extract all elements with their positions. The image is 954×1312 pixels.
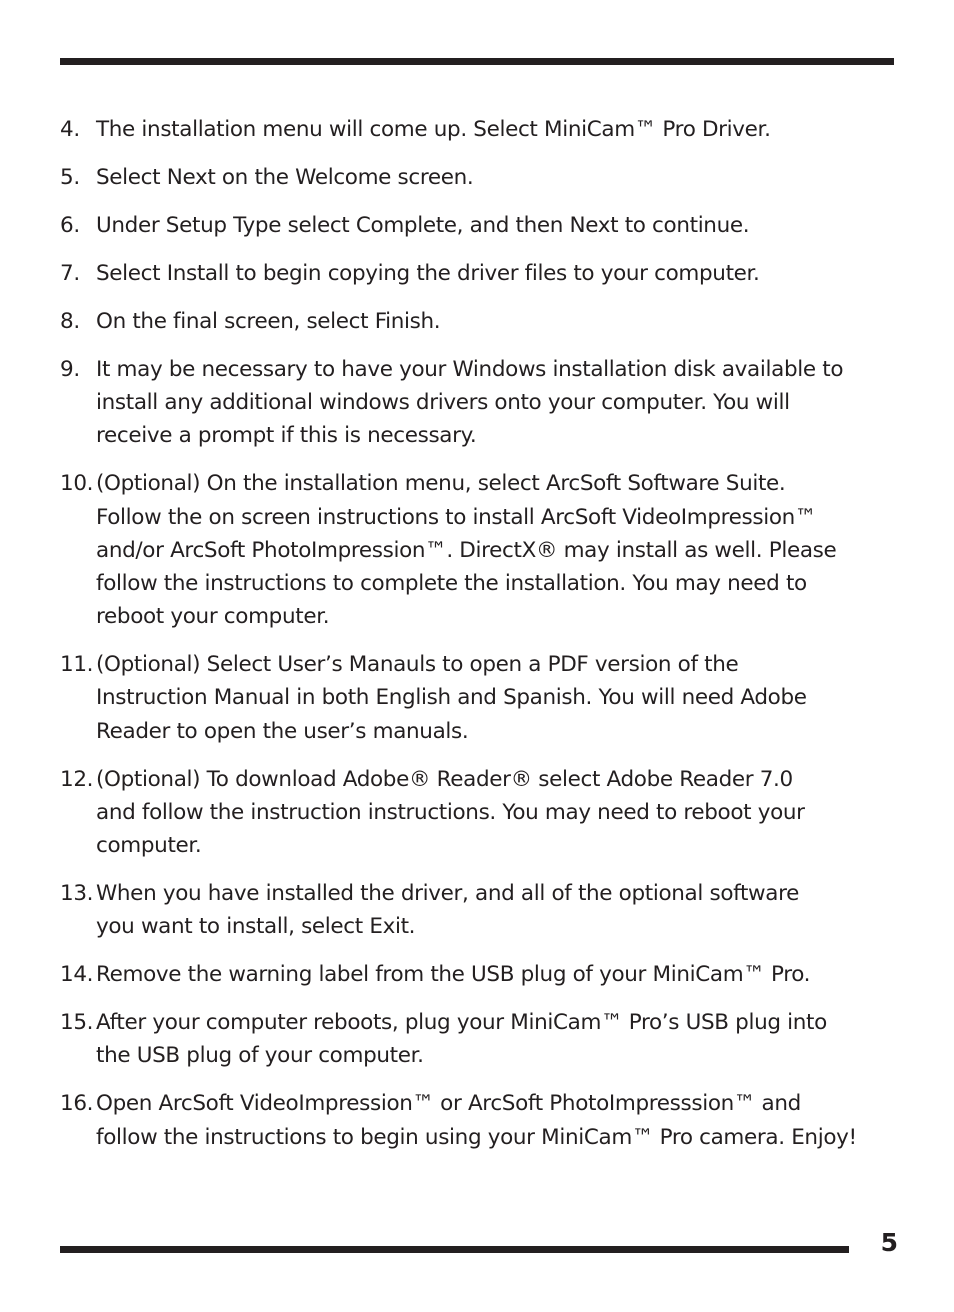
step-text-line: and/or ArcSoft PhotoImpression™. DirectX® may install as well. Please	[96, 537, 837, 563]
step-text-line: Under Setup Type select Complete, and then Next to continue.	[96, 213, 750, 238]
step-text	[96, 958, 880, 991]
step-text	[96, 877, 880, 943]
step-text	[96, 648, 880, 748]
step-item	[60, 305, 880, 338]
step-text-line: (Optional) To download Adobe® Reader® select Adobe Reader 7.0	[96, 766, 793, 792]
step-number: 7.	[60, 261, 80, 286]
step-text	[96, 1087, 880, 1153]
top-rule	[60, 58, 894, 65]
step-item	[60, 467, 880, 633]
step-number: 8.	[60, 309, 80, 334]
step-number: 14.	[60, 962, 94, 988]
step-number: 12.	[60, 766, 94, 792]
step-item	[60, 113, 880, 146]
step-text	[96, 257, 880, 290]
step-text-line: Open ArcSoft VideoImpression™ or ArcSoft PhotoImpresssion™ and	[96, 1091, 801, 1117]
step-text	[96, 1006, 880, 1072]
step-number: 13.	[60, 881, 94, 907]
step-item	[60, 1006, 880, 1072]
step-text-line: install any additional windows drivers onto your computer. You will	[96, 390, 790, 416]
step-text-line: the USB plug of your computer.	[96, 1043, 424, 1069]
step-number: 5.	[60, 165, 80, 190]
step-text-line: The installation menu will come up. Select MiniCam™ Pro Driver.	[96, 117, 771, 142]
step-number: 10.	[60, 471, 94, 497]
step-item	[60, 763, 880, 863]
step-text-line: After your computer reboots, plug your MiniCam™ Pro’s USB plug into	[96, 1010, 827, 1036]
step-item	[60, 958, 880, 991]
step-text-line: Select Install to begin copying the driver files to your computer.	[96, 261, 760, 286]
step-number: 11.	[60, 652, 94, 678]
step-number: 6.	[60, 213, 80, 238]
step-text	[96, 161, 880, 194]
step-number: 9.	[60, 357, 80, 382]
step-text	[96, 305, 880, 338]
step-item	[60, 648, 880, 748]
step-text	[96, 467, 880, 633]
step-text-line: Reader to open the user’s manuals.	[96, 718, 469, 744]
step-text	[96, 113, 880, 146]
step-item	[60, 257, 880, 290]
page-number: 5	[880, 1228, 898, 1257]
step-text-line: you want to install, select Exit.	[96, 914, 416, 940]
step-item	[60, 209, 880, 242]
step-number: 4.	[60, 117, 80, 142]
step-text	[96, 353, 880, 453]
step-text-line: follow the instructions to complete the installation. You may need to	[96, 571, 807, 597]
step-item	[60, 161, 880, 194]
step-text-line: computer.	[96, 833, 202, 859]
step-number: 15.	[60, 1010, 94, 1036]
step-text-line: When you have installed the driver, and all of the optional software	[96, 881, 800, 907]
bottom-rule	[60, 1246, 849, 1253]
step-text-line: follow the instructions to begin using your MiniCam™ Pro camera. Enjoy!	[96, 1124, 857, 1150]
step-number: 16.	[60, 1091, 94, 1117]
step-text-line: Remove the warning label from the USB plug of your MiniCam™ Pro.	[96, 962, 811, 988]
step-text-line: (Optional) Select User’s Manauls to open a PDF version of the	[96, 652, 739, 678]
step-item	[60, 877, 880, 943]
step-text-line: reboot your computer.	[96, 604, 330, 630]
step-text	[96, 209, 880, 242]
step-text-line: It may be necessary to have your Windows installation disk available to	[96, 357, 844, 382]
step-text-line: and follow the instruction instructions. You may need to reboot your	[96, 799, 805, 825]
step-text-line: Select Next on the Welcome screen.	[96, 165, 474, 190]
step-text-line: Instruction Manual in both English and Spanish. You will need Adobe	[96, 685, 807, 711]
step-item	[60, 1087, 880, 1153]
step-item	[60, 353, 880, 453]
step-text-line: Follow the on screen instructions to install ArcSoft VideoImpression™	[96, 504, 817, 530]
step-text-line: On the final screen, select Finish.	[96, 309, 441, 334]
step-text	[96, 763, 880, 863]
step-text-line: receive a prompt if this is necessary.	[96, 423, 477, 449]
instruction-list	[60, 113, 880, 1169]
step-text-line: (Optional) On the installation menu, select ArcSoft Software Suite.	[96, 471, 786, 497]
